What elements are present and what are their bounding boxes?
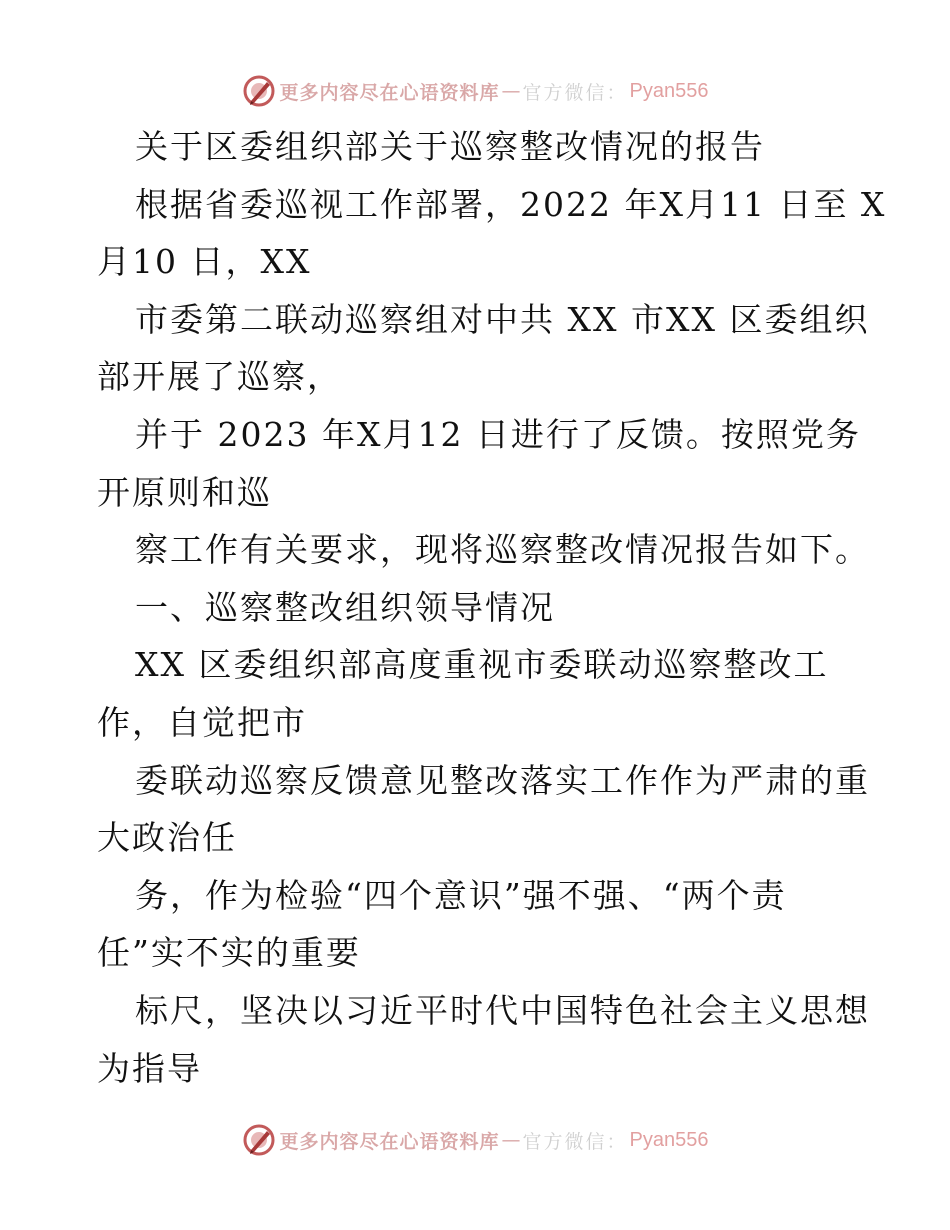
pen-logo-icon <box>242 74 276 108</box>
watermark-dash: — <box>501 80 521 102</box>
watermark-label: 官方微信： <box>522 81 628 104</box>
paragraph-line: 察工作有关要求，现将巡察整改情况报告如下。 <box>135 530 870 570</box>
watermark-site-text: 更多内容尽在心语资料库 <box>279 1130 500 1153</box>
paragraph-line: 部开展了巡察， <box>97 357 342 397</box>
paragraph-line: 作，自觉把市 <box>97 702 307 742</box>
paragraph-line: 任”实不实的重要 <box>97 933 361 973</box>
pen-logo-icon <box>242 1123 276 1157</box>
paragraph-line: 务，作为检验“四个意识”强不强、“两个责 <box>135 875 787 915</box>
watermark-id: Pyan556 <box>629 79 709 102</box>
paragraph-line: 委联动巡察反馈意见整改落实工作作为严肃的重 <box>135 760 870 800</box>
paragraph-line: 开原则和巡 <box>97 472 272 512</box>
paragraph-line: 并于 2023 年X月12 日进行了反馈。按照党务 <box>135 414 861 454</box>
paragraph-line: 大政治任 <box>97 818 237 858</box>
paragraph-line: 市委第二联动巡察组对中共 XX 市XX 区委组织 <box>135 299 870 339</box>
watermark-id: Pyan556 <box>629 1128 709 1151</box>
watermark-site-text: 更多内容尽在心语资料库 <box>279 81 500 104</box>
document-title: 关于区委组织部关于巡察整改情况的报告 <box>135 127 765 166</box>
watermark-dash: — <box>501 1129 521 1151</box>
watermark-label: 官方微信： <box>522 1130 628 1153</box>
paragraph-line: 根据省委巡视工作部署，2022 年X月11 日至 X <box>135 184 887 224</box>
watermark-banner-bottom <box>0 1120 950 1160</box>
paragraph-line: XX 区委组织部高度重视市委联动巡察整改工 <box>135 645 829 685</box>
paragraph-line: 月10 日，XX <box>97 242 312 282</box>
section-heading: 一、巡察整改组织领导情况 <box>135 587 555 627</box>
document-body <box>97 118 887 1097</box>
paragraph-line: 为指导 <box>97 1048 202 1088</box>
paragraph-line: 标尺，坚决以习近平时代中国特色社会主义思想 <box>135 990 870 1030</box>
watermark-banner-top <box>0 71 950 111</box>
